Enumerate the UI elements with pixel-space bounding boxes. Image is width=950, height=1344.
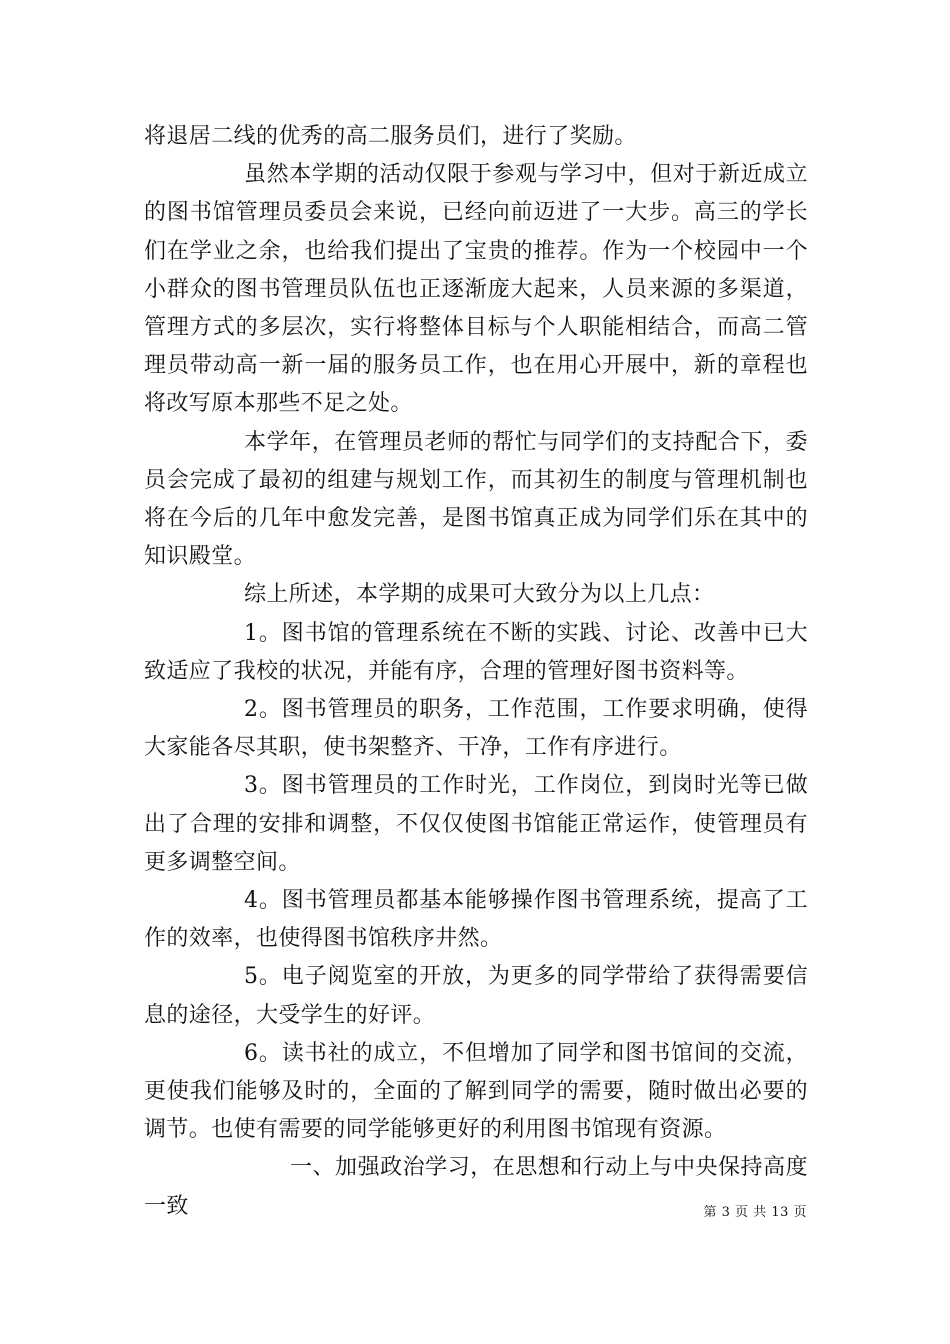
- section-heading: 一、加强政治学习，在思想和行动上与中央保持高度一致: [144, 1155, 808, 1219]
- paragraph-continuation: 将退居二线的优秀的高二服务员们，进行了奖励。: [144, 124, 637, 149]
- list-item-1: 1。图书馆的管理系统在不断的实践、讨论、改善中已大致适应了我校的状况，并能有序，合理的管理好图书资料等。: [144, 620, 808, 684]
- list-item-4: 4。图书管理员都基本能够操作图书管理系统，提高了工作的效率，也使得图书馆秩序井然。: [144, 888, 808, 952]
- document-body: [144, 118, 808, 1226]
- list-item-2: 2。图书管理员的职务，工作范围，工作要求明确，使得大家能各尽其职，使书架整齐、干净，工作有序进行。: [144, 697, 808, 761]
- paragraph-committee-progress: 虽然本学期的活动仅限于参观与学习中，但对于新近成立的图书馆管理员委员会来说，已经向前迈进了一大步。高三的学长们在学业之余，也给我们提出了宝贵的推荐。作为一个校园中一个小群众的图书管理员队伍也正逐渐庞大起来，人员来源的多渠道，管理方式的多层次，实行将整体目标与个人职能相结合，而高二管理员带动高一新一届的服务员工作，也在用心开展中，新的章程也将改写原本那些不足之处。: [144, 162, 808, 417]
- paragraph-summary-intro: 综上所述，本学期的成果可大致分为以上几点：: [244, 582, 715, 608]
- paragraph-school-year: 本学年，在管理员老师的帮忙与同学们的支持配合下，委员会完成了最初的组建与规划工作，而其初生的制度与管理机制也将在今后的几年中愈发完善，是图书馆真正成为同学们乐在其中的知识殿堂。: [144, 429, 808, 570]
- list-item-5: 5。电子阅览室的开放，为更多的同学带给了获得需要信息的途径，大受学生的好评。: [144, 964, 808, 1028]
- list-item-6: 6。读书社的成立，不但增加了同学和图书馆间的交流，更使我们能够及时的，全面的了解到同学的需要，随时做出必要的调节。也使有需要的同学能够更好的利用图书馆现有资源。: [144, 1040, 808, 1143]
- list-item-3: 3。图书管理员的工作时光，工作岗位，到岗时光等已做出了合理的安排和调整，不仅仅使图书馆能正常运作，使管理员有更多调整空间。: [144, 773, 808, 875]
- page-number-footer: 第 3 页 共 13 页: [703, 1205, 807, 1220]
